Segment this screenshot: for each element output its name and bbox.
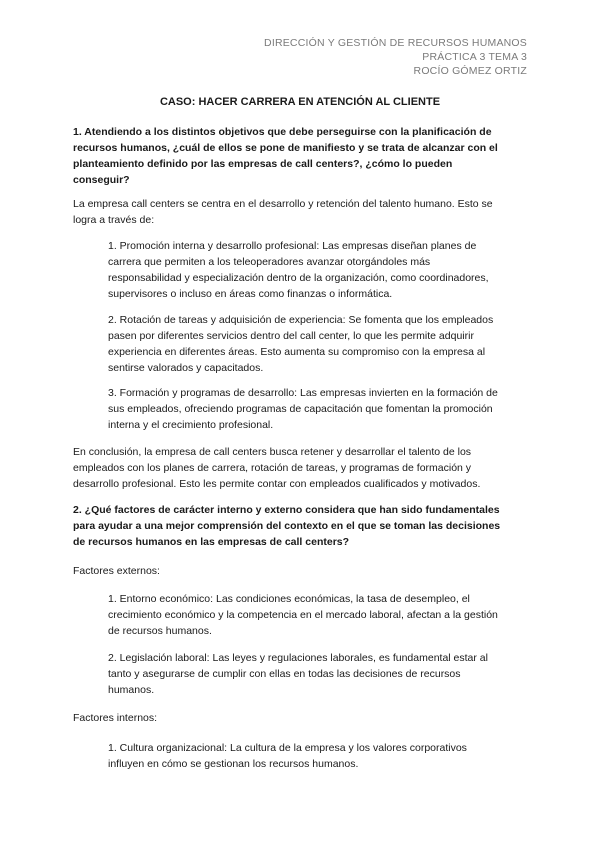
text-line: influyen en cómo se gestionan los recursos humanos.: [108, 758, 359, 770]
text-line: humanos.: [108, 684, 155, 696]
text-line: 3. Formación y programas de desarrollo: Las empresas invierten en la formación de: [108, 387, 498, 399]
text-line: En conclusión, la empresa de call centers busca retener y desarrollar el talento de los: [73, 446, 472, 458]
text-line: 2. Legislación laboral: Las leyes y regulaciones laborales, es fundamental estar al: [108, 652, 488, 664]
text-line: sentirse valorados y capacitados.: [108, 362, 264, 374]
text-line: interna y el crecimiento profesional.: [108, 419, 274, 431]
document-header: [264, 36, 527, 78]
case-title: CASO: HACER CARRERA EN ATENCIÓN AL CLIENTE: [159, 96, 441, 108]
text-line: sus empleados, ofreciendo programas de capacitación que fomentan la promoción: [108, 403, 493, 415]
question-2: [73, 502, 528, 550]
list-item: [108, 591, 528, 639]
list-item: [108, 238, 528, 302]
list-item: [108, 312, 528, 376]
text-line: de recursos humanos en las empresas de call centers?: [73, 536, 350, 548]
text-line: 1. Entorno económico: Las condiciones económicas, la tasa de desempleo, el: [108, 593, 470, 605]
text-line: empleados con los planes de carrera, rotación de tareas, y programas de formación y: [73, 462, 472, 474]
text-line: experiencia en diferentes áreas. Esto aumenta su compromiso con la empresa al: [108, 346, 486, 358]
text-line: 1. Promoción interna y desarrollo profesional: Las empresas diseñan planes de: [108, 240, 477, 252]
text-line: desarrollo profesional. Esto les permite contar con empleados cualificados y motivados.: [73, 478, 481, 490]
header-author: ROCÍO GÓMEZ ORTIZ: [413, 65, 527, 77]
text-line: pasen por diferentes servicios dentro del call center, lo que les permite adquirir: [108, 330, 474, 342]
external-factors-label: Factores externos:: [73, 565, 160, 577]
list-item: [108, 740, 528, 772]
text-line: conseguir?: [73, 174, 130, 186]
text-line: para ayudar a una mejor comprensión del contexto en el que se toman las decisiones: [73, 520, 501, 532]
intro-paragraph: [73, 196, 528, 228]
text-line: carrera que permiten a los teleoperadores avanzar otorgándoles más: [108, 256, 431, 268]
text-line: recursos humanos, ¿cuál de ellos se pone de manifiesto y se trata de alcanzar con el: [73, 142, 498, 154]
text-line: responsabilidad y especialización dentro de la organización, como coordinadores,: [108, 272, 489, 284]
text-line: supervisores o incluso en áreas como finanzas o informática.: [108, 288, 393, 300]
list-item: [108, 385, 528, 433]
text-line: logra a través de:: [73, 214, 155, 226]
text-line: 1. Cultura organizacional: La cultura de la empresa y los valores corporativos: [108, 742, 467, 754]
text-line: tanto y asegurarse de cumplir con ellas en todas las decisiones de recursos: [108, 668, 461, 680]
conclusion-paragraph: [73, 444, 528, 492]
text-line: 2. ¿Qué factores de carácter interno y externo considera que han sido fundamentales: [73, 504, 500, 516]
internal-factors-label: Factores internos:: [73, 712, 158, 724]
text-line: La empresa call centers se centra en el desarrollo y retención del talento humano. Esto se: [73, 198, 493, 210]
text-line: de recursos humanos.: [108, 625, 212, 637]
list-item: [108, 650, 528, 698]
header-practice: PRÁCTICA 3 TEMA 3: [422, 51, 527, 63]
header-course: DIRECCIÓN Y GESTIÓN DE RECURSOS HUMANOS: [264, 37, 527, 49]
question-1: [73, 124, 528, 188]
text-line: 1. Atendiendo a los distintos objetivos que debe perseguirse con la planificación de: [73, 126, 492, 138]
text-line: crecimiento económico y la competencia en el mercado laboral, afectan a la gestión: [108, 609, 498, 621]
text-line: 2. Rotación de tareas y adquisición de experiencia: Se fomenta que los empleados: [108, 314, 494, 326]
text-line: planteamiento definido por las empresas de call centers?, ¿cómo lo pueden: [73, 158, 453, 170]
